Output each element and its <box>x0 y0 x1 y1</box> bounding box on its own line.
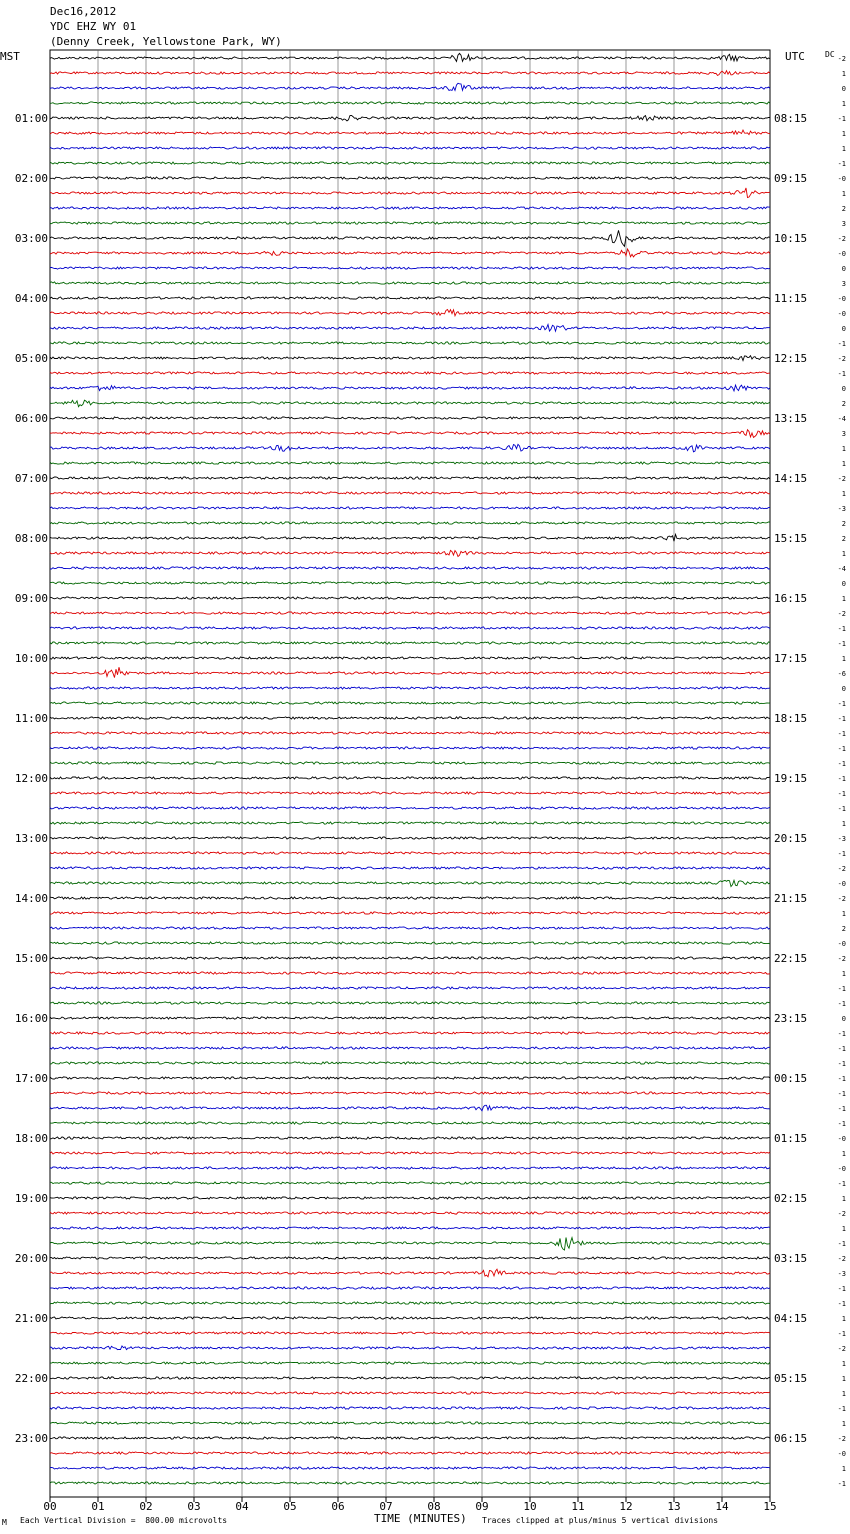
trace-row-16 <box>50 297 770 299</box>
dc-offset-label: -2 <box>837 895 846 903</box>
dc-offset-label: 3 <box>841 280 846 288</box>
dc-offset-label: 1 <box>841 1420 846 1428</box>
trace-row-73 <box>50 1152 770 1154</box>
dc-offset-label: 1 <box>841 1195 846 1203</box>
dc-offset-label: 0 <box>841 580 846 588</box>
trace-row-14 <box>50 267 770 269</box>
dc-offset-label: -1 <box>837 1300 846 1308</box>
dc-offset-label: 1 <box>841 190 846 198</box>
dc-offset-label: -1 <box>837 1045 846 1053</box>
dc-offset-label: -2 <box>837 1255 846 1263</box>
dc-offset-label: -3 <box>837 505 846 513</box>
dc-offset-label: 1 <box>841 70 846 78</box>
dc-offset-label: -2 <box>837 355 846 363</box>
dc-offset-label: -2 <box>837 1345 846 1353</box>
chart-date: Dec16,2012 <box>50 5 117 18</box>
trace-row-30 <box>50 507 770 509</box>
mst-hour-label: 07:00 <box>14 472 48 485</box>
trace-row-58 <box>50 927 770 929</box>
trace-row-59 <box>50 942 770 944</box>
dc-offset-label: 2 <box>841 400 846 408</box>
utc-hour-label: 22:15 <box>774 952 808 965</box>
dc-offset-label: 1 <box>841 1150 846 1158</box>
trace-row-87 <box>50 1362 770 1364</box>
dc-offset-label: 1 <box>841 910 846 918</box>
dc-offset-label: -1 <box>837 370 846 378</box>
x-tick-label: 05 <box>283 1500 297 1513</box>
x-tick-label: 08 <box>427 1500 441 1513</box>
left-axis-label: MST <box>0 50 20 63</box>
utc-hour-label: 18:15 <box>774 712 808 725</box>
dc-offset-label: -1 <box>837 1480 846 1488</box>
trace-row-33 <box>50 550 770 556</box>
utc-hour-label: 08:15 <box>774 112 808 125</box>
trace-row-7 <box>50 162 770 164</box>
trace-row-46 <box>50 747 770 749</box>
dc-offset-label: -1 <box>837 625 846 633</box>
utc-hour-label: 02:15 <box>774 1192 808 1205</box>
station-code: YDC EHZ WY 01 <box>50 20 137 33</box>
dc-label: DC <box>825 50 835 59</box>
dc-offset-label: -0 <box>837 880 846 888</box>
dc-offset-label: -2 <box>837 235 846 243</box>
dc-offset-label: 1 <box>841 130 846 138</box>
trace-row-76 <box>50 1197 770 1199</box>
dc-offset-label: -1 <box>837 115 846 123</box>
trace-row-28 <box>50 477 770 479</box>
trace-row-37 <box>50 612 770 614</box>
trace-row-1 <box>50 71 770 76</box>
dc-offset-label: -1 <box>837 1285 846 1293</box>
dc-offset-label: -2 <box>837 865 846 873</box>
dc-offset-label: -1 <box>837 1090 846 1098</box>
trace-row-64 <box>50 1017 770 1019</box>
utc-hour-label: 19:15 <box>774 772 808 785</box>
trace-row-26 <box>50 444 770 451</box>
trace-row-63 <box>50 1002 770 1004</box>
trace-row-36 <box>50 597 770 599</box>
trace-row-48 <box>50 777 770 779</box>
trace-row-19 <box>50 342 770 344</box>
utc-hour-label: 04:15 <box>774 1312 808 1325</box>
dc-offset-label: 1 <box>841 1375 846 1383</box>
dc-offset-label: 1 <box>841 820 846 828</box>
trace-row-23 <box>50 400 770 407</box>
trace-row-71 <box>50 1122 770 1124</box>
trace-row-9 <box>50 188 770 198</box>
station-location: (Denny Creek, Yellowstone Park, WY) <box>50 35 282 48</box>
trace-row-40 <box>50 657 770 659</box>
dc-offset-label: -1 <box>837 1120 846 1128</box>
trace-row-85 <box>50 1332 770 1334</box>
dc-offset-label: -4 <box>837 565 846 573</box>
trace-row-20 <box>50 356 770 361</box>
dc-offset-label: -0 <box>837 295 846 303</box>
dc-offset-label: -1 <box>837 775 846 783</box>
trace-row-12 <box>50 230 770 246</box>
trace-row-4 <box>50 115 770 121</box>
mst-hour-label: 15:00 <box>14 952 48 965</box>
dc-offset-label: 1 <box>841 550 846 558</box>
mst-hour-label: 11:00 <box>14 712 48 725</box>
dc-offset-label: 1 <box>841 1315 846 1323</box>
dc-offset-label: -2 <box>837 1210 846 1218</box>
trace-row-72 <box>50 1137 770 1139</box>
utc-hour-label: 20:15 <box>774 832 808 845</box>
x-tick-label: 02 <box>139 1500 153 1513</box>
dc-offset-label: -2 <box>837 955 846 963</box>
dc-offset-label: -1 <box>837 1075 846 1083</box>
trace-row-74 <box>50 1167 770 1169</box>
x-tick-label: 03 <box>187 1500 201 1513</box>
trace-row-11 <box>50 222 770 224</box>
trace-row-32 <box>50 534 770 541</box>
trace-row-35 <box>50 582 770 584</box>
utc-hour-label: 00:15 <box>774 1072 808 1085</box>
trace-row-86 <box>50 1346 770 1350</box>
dc-offset-label: 2 <box>841 520 846 528</box>
trace-row-91 <box>50 1422 770 1424</box>
x-tick-label: 14 <box>715 1500 729 1513</box>
dc-offset-label: -1 <box>837 1330 846 1338</box>
mst-hour-label: 06:00 <box>14 412 48 425</box>
mst-hour-label: 23:00 <box>14 1432 48 1445</box>
dc-offset-label: 0 <box>841 265 846 273</box>
trace-row-62 <box>50 987 770 989</box>
utc-hour-label: 03:15 <box>774 1252 808 1265</box>
dc-offset-label: 0 <box>841 385 846 393</box>
dc-offset-label: -4 <box>837 415 846 423</box>
dc-offset-label: -0 <box>837 310 846 318</box>
utc-hour-label: 17:15 <box>774 652 808 665</box>
trace-row-84 <box>50 1317 770 1319</box>
trace-row-0 <box>50 53 770 61</box>
dc-offset-label: -3 <box>837 835 846 843</box>
mst-hour-label: 12:00 <box>14 772 48 785</box>
mst-hour-label: 08:00 <box>14 532 48 545</box>
dc-offset-label: 1 <box>841 970 846 978</box>
dc-offset-label: 1 <box>841 460 846 468</box>
dc-offset-label: -6 <box>837 670 846 678</box>
dc-offset-label: -1 <box>837 850 846 858</box>
x-tick-label: 00 <box>43 1500 57 1513</box>
mst-hour-label: 10:00 <box>14 652 48 665</box>
trace-row-27 <box>50 462 770 464</box>
dc-offset-label: -0 <box>837 1450 846 1458</box>
utc-hour-label: 12:15 <box>774 352 808 365</box>
utc-hour-label: 05:15 <box>774 1372 808 1385</box>
mst-hour-label: 18:00 <box>14 1132 48 1145</box>
dc-offset-label: 1 <box>841 445 846 453</box>
trace-row-65 <box>50 1032 770 1034</box>
x-tick-label: 01 <box>91 1500 105 1513</box>
mst-hour-label: 21:00 <box>14 1312 48 1325</box>
trace-row-18 <box>50 325 770 332</box>
dc-offset-label: -1 <box>837 730 846 738</box>
trace-row-44 <box>50 717 770 719</box>
dc-offset-label: -1 <box>837 640 846 648</box>
utc-hour-label: 06:15 <box>774 1432 808 1445</box>
trace-row-3 <box>50 102 770 104</box>
dc-offset-label: 1 <box>841 1465 846 1473</box>
trace-row-5 <box>50 130 770 135</box>
dc-offset-label: -1 <box>837 985 846 993</box>
trace-row-10 <box>50 207 770 209</box>
trace-row-47 <box>50 762 770 764</box>
utc-hour-label: 16:15 <box>774 592 808 605</box>
dc-offset-label: -2 <box>837 55 846 63</box>
dc-offset-label: -2 <box>837 610 846 618</box>
x-tick-label: 06 <box>331 1500 345 1513</box>
dc-offset-label: -1 <box>837 1180 846 1188</box>
dc-offset-label: 1 <box>841 490 846 498</box>
trace-row-29 <box>50 492 770 494</box>
trace-row-34 <box>50 567 770 569</box>
dc-offset-label: 3 <box>841 220 846 228</box>
dc-offset-label: 3 <box>841 430 846 438</box>
mst-hour-label: 03:00 <box>14 232 48 245</box>
trace-row-8 <box>50 177 770 179</box>
mst-hour-label: 02:00 <box>14 172 48 185</box>
dc-offset-label: 0 <box>841 1015 846 1023</box>
trace-row-39 <box>50 642 770 644</box>
trace-row-31 <box>50 522 770 524</box>
dc-offset-label: 0 <box>841 325 846 333</box>
utc-hour-label: 23:15 <box>774 1012 808 1025</box>
trace-row-45 <box>50 732 770 734</box>
trace-row-80 <box>50 1257 770 1259</box>
mst-hour-label: 19:00 <box>14 1192 48 1205</box>
dc-offset-label: -2 <box>837 475 846 483</box>
right-axis-label: UTC <box>785 50 805 63</box>
trace-row-56 <box>50 897 770 899</box>
mst-hour-label: 04:00 <box>14 292 48 305</box>
x-axis-title: TIME (MINUTES) <box>374 1512 467 1525</box>
dc-offset-label: -1 <box>837 715 846 723</box>
x-tick-label: 12 <box>619 1500 633 1513</box>
dc-offset-label: 0 <box>841 85 846 93</box>
dc-offset-label: -3 <box>837 1270 846 1278</box>
dc-offset-label: 1 <box>841 145 846 153</box>
dc-offset-label: -0 <box>837 175 846 183</box>
dc-offset-label: -1 <box>837 1060 846 1068</box>
trace-row-38 <box>50 627 770 629</box>
x-tick-label: 15 <box>763 1500 777 1513</box>
trace-row-52 <box>50 837 770 839</box>
dc-offset-label: -2 <box>837 1435 846 1443</box>
trace-row-77 <box>50 1212 770 1214</box>
dc-offset-label: 1 <box>841 595 846 603</box>
utc-hour-label: 21:15 <box>774 892 808 905</box>
dc-offset-label: 2 <box>841 205 846 213</box>
dc-offset-label: -0 <box>837 1135 846 1143</box>
mst-hour-label: 16:00 <box>14 1012 48 1025</box>
trace-row-68 <box>50 1077 770 1079</box>
dc-offset-label: -1 <box>837 745 846 753</box>
trace-row-53 <box>50 852 770 854</box>
utc-hour-label: 09:15 <box>774 172 808 185</box>
mst-hour-label: 17:00 <box>14 1072 48 1085</box>
x-tick-label: 07 <box>379 1500 393 1513</box>
trace-row-54 <box>50 867 770 869</box>
dc-offset-label: -0 <box>837 940 846 948</box>
dc-offset-label: -1 <box>837 1405 846 1413</box>
trace-row-81 <box>50 1269 770 1277</box>
dc-offset-label: 1 <box>841 1390 846 1398</box>
trace-row-79 <box>50 1238 770 1251</box>
x-tick-label: 13 <box>667 1500 681 1513</box>
trace-row-88 <box>50 1377 770 1379</box>
utc-hour-label: 13:15 <box>774 412 808 425</box>
utc-hour-label: 01:15 <box>774 1132 808 1145</box>
trace-row-69 <box>50 1092 770 1094</box>
trace-row-70 <box>50 1105 770 1111</box>
trace-row-15 <box>50 282 770 284</box>
trace-row-90 <box>50 1407 770 1409</box>
trace-row-25 <box>50 430 770 438</box>
trace-row-61 <box>50 972 770 974</box>
trace-row-83 <box>50 1302 770 1304</box>
dc-offset-label: 2 <box>841 535 846 543</box>
dc-offset-label: -1 <box>837 805 846 813</box>
mst-hour-label: 20:00 <box>14 1252 48 1265</box>
trace-row-49 <box>50 792 770 794</box>
trace-row-89 <box>50 1392 770 1394</box>
dc-offset-label: 1 <box>841 655 846 663</box>
utc-hour-label: 15:15 <box>774 532 808 545</box>
mst-hour-label: 22:00 <box>14 1372 48 1385</box>
x-tick-label: 04 <box>235 1500 249 1513</box>
trace-row-78 <box>50 1227 770 1229</box>
x-tick-label: 09 <box>475 1500 489 1513</box>
trace-row-75 <box>50 1182 770 1184</box>
trace-row-43 <box>50 702 770 704</box>
trace-row-82 <box>50 1287 770 1289</box>
dc-offset-label: -1 <box>837 790 846 798</box>
trace-row-22 <box>50 385 770 391</box>
dc-offset-label: 1 <box>841 100 846 108</box>
dc-offset-label: -1 <box>837 1240 846 1248</box>
trace-row-24 <box>50 417 770 419</box>
trace-row-50 <box>50 807 770 809</box>
dc-offset-label: 0 <box>841 685 846 693</box>
mst-hour-label: 01:00 <box>14 112 48 125</box>
clip-note: Traces clipped at plus/minus 5 vertical divisions <box>482 1516 719 1525</box>
trace-row-94 <box>50 1467 770 1469</box>
mst-hour-label: 13:00 <box>14 832 48 845</box>
corner-mark: M <box>2 1518 7 1527</box>
trace-row-66 <box>50 1047 770 1049</box>
mst-hour-label: 05:00 <box>14 352 48 365</box>
trace-row-2 <box>50 83 770 90</box>
trace-row-93 <box>50 1452 770 1454</box>
trace-row-92 <box>50 1437 770 1439</box>
utc-hour-label: 10:15 <box>774 232 808 245</box>
mst-hour-label: 09:00 <box>14 592 48 605</box>
dc-offset-label: -1 <box>837 1030 846 1038</box>
trace-row-6 <box>50 147 770 149</box>
trace-row-95 <box>50 1482 770 1484</box>
dc-offset-label: 1 <box>841 1225 846 1233</box>
trace-row-21 <box>50 372 770 374</box>
scale-note: Each Vertical Division = 800.00 microvolts <box>20 1516 228 1525</box>
dc-offset-label: -1 <box>837 160 846 168</box>
trace-row-17 <box>50 310 770 316</box>
dc-offset-label: 1 <box>841 1360 846 1368</box>
utc-hour-label: 11:15 <box>774 292 808 305</box>
trace-row-13 <box>50 249 770 257</box>
dc-offset-label: -0 <box>837 1165 846 1173</box>
trace-row-55 <box>50 880 770 886</box>
x-tick-label: 11 <box>571 1500 585 1513</box>
trace-row-57 <box>50 912 770 914</box>
mst-hour-label: 14:00 <box>14 892 48 905</box>
utc-hour-label: 14:15 <box>774 472 808 485</box>
dc-offset-label: -1 <box>837 700 846 708</box>
x-tick-label: 10 <box>523 1500 537 1513</box>
trace-row-42 <box>50 687 770 689</box>
dc-offset-label: -1 <box>837 760 846 768</box>
dc-offset-label: -1 <box>837 1105 846 1113</box>
trace-row-67 <box>50 1062 770 1064</box>
dc-offset-label: -1 <box>837 340 846 348</box>
dc-offset-label: -1 <box>837 1000 846 1008</box>
trace-row-41 <box>50 667 770 677</box>
trace-row-51 <box>50 822 770 824</box>
trace-row-60 <box>50 957 770 959</box>
dc-offset-label: 2 <box>841 925 846 933</box>
dc-offset-label: -0 <box>837 250 846 258</box>
